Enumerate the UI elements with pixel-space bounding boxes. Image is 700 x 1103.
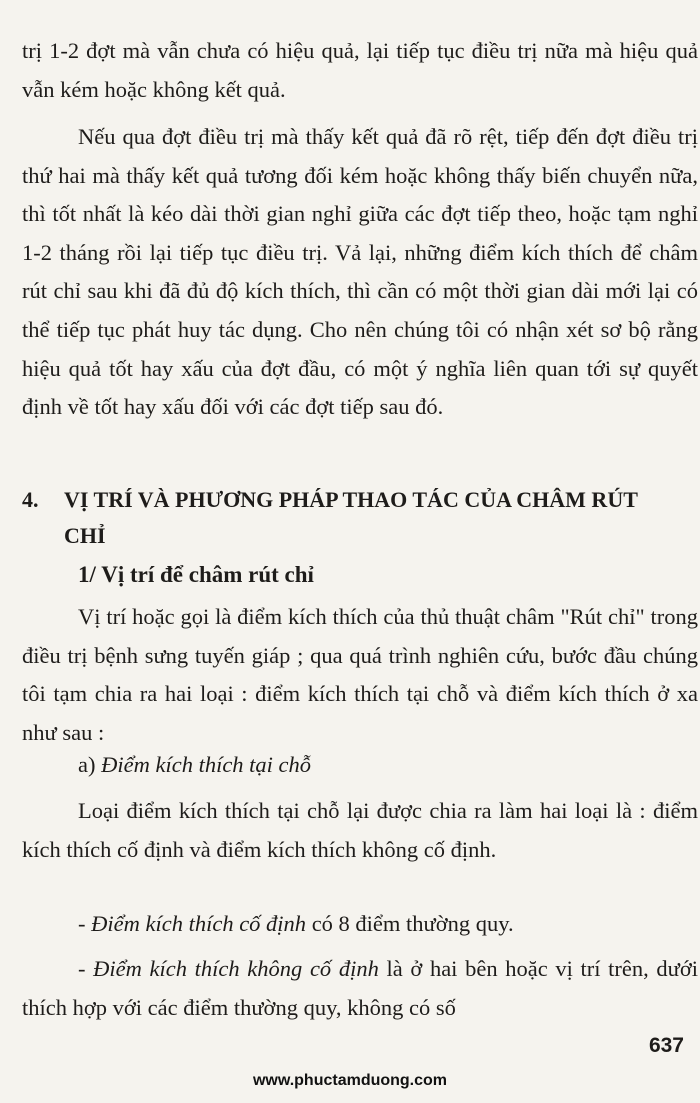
- item-a-title: Điểm kích thích tại chỗ: [101, 752, 312, 777]
- item-a-heading: [78, 746, 311, 784]
- paragraph-treatment-interval: [22, 118, 698, 427]
- section-number: 4.: [22, 487, 39, 512]
- page-number: 637: [648, 1034, 684, 1057]
- item-a-prefix: a): [78, 752, 102, 777]
- paragraph-text: Loại điểm kích thích tại chỗ lại được chia ra làm hai loại là : điểm kích thích cố định và điểm kích thích không cố định.: [22, 798, 698, 862]
- subsection-heading: 1/ Vị trí để châm rút chỉ: [78, 562, 314, 587]
- bullet-nonfixed-points: [22, 950, 698, 1027]
- paragraph-text: Nếu qua đợt điều trị mà thấy kết quả đã rõ rệt, tiếp đến đợt điều trị thứ hai mà thấy kết quả tương đối kém hoặc không thấy biến chuyển nữa, thì tốt nhất là kéo dài thời gian nghỉ giữa các đợt tiếp theo, hoặc tạm nghỉ 1-2 tháng rồi lại tiếp tục điều trị. Vả lại, những điểm kích thích để châm rút chỉ sau khi đã đủ độ kích thích, thì cần có một thời gian dài mới lại có thể tiếp tục phát huy tác dụng. Cho nên chúng tôi có nhận xét sơ bộ rằng hiệu quả tốt hay xấu của đợt đầu, có một ý nghĩa liên quan tới sự quyết định về tốt hay xấu đối với các đợt tiếp sau đó.: [22, 124, 698, 420]
- footer-website: www.phuctamduong.com: [252, 1072, 448, 1089]
- bullet-term: - Điểm kích thích không cố định: [78, 956, 379, 981]
- bullet-text: có 8 điểm thường quy.: [306, 911, 514, 936]
- paragraph-position: [22, 598, 698, 752]
- bullet-text: là ở hai bên hoặc vị trí trên, dưới thích hợp với các điểm thường quy, không có số: [22, 956, 699, 1020]
- paragraph-text: Vị trí hoặc gọi là điểm kích thích của thủ thuật châm "Rút chỉ" trong điều trị bệnh sưng tuyến giáp ; qua quá trình nghiên cứu, bước đầu chúng tôi tạm chia ra hai loại : điểm kích thích tại chỗ và điểm kích thích ở xa như sau :: [22, 604, 698, 745]
- section-title-line1: VỊ TRÍ VÀ PHƯƠNG PHÁP THAO TÁC CỦA CHÂM RÚT: [64, 487, 638, 512]
- paragraph-text: trị 1-2 đợt mà vẫn chưa có hiệu quả, lại tiếp tục điều trị nữa mà hiệu quả vẫn kém hoặc không kết quả.: [22, 38, 698, 102]
- bullet-fixed-points: [22, 905, 698, 943]
- section-title-line2: CHỈ: [64, 523, 106, 548]
- bullet-term: - Điểm kích thích cố định: [78, 911, 307, 936]
- section-heading: [22, 482, 700, 554]
- paragraph-local-points: [22, 792, 698, 869]
- paragraph-continuation: [22, 32, 698, 109]
